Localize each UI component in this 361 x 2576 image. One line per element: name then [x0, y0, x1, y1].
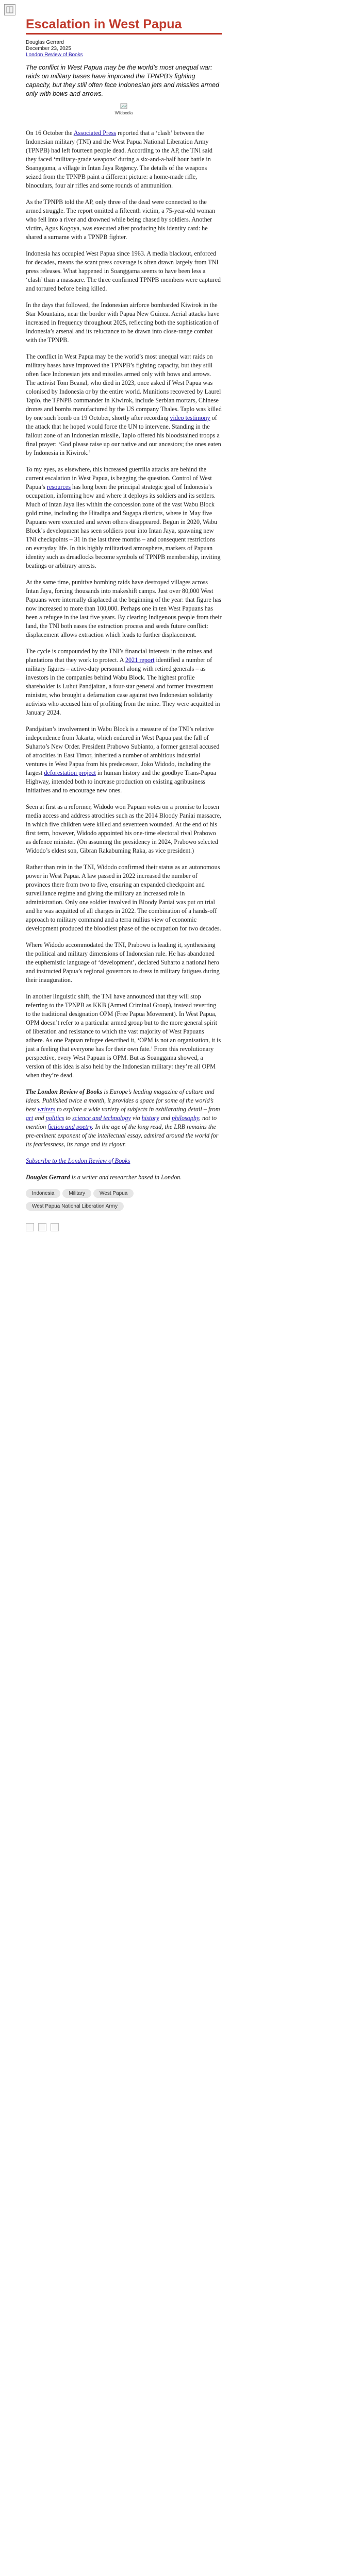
image-caption: Wikipedia	[114, 111, 133, 115]
lrb-about-text: is Europe’s leading magazine of culture and ideas. Published twice a month, it provides a space for some of the world’s best	[26, 1088, 215, 1113]
article-column	[26, 16, 222, 1231]
body-paragraph: Seen at first as a reformer, Widodo won Papuan votes on a promise to loosen media access and address atrocities such as the 2014 Bloody Paniai massacre, in which five children were killed and seventeen wounded. At the end of his first term, however, Widodo appointed his one-time electoral rival Prabowo as defence minister. (On assuming the presidency in 2024, Prabowo selected Widodo’s eldest son, Gibran Rakabuming Raka, as vice president.)	[26, 803, 222, 854]
body-paragraph: The cycle is compounded by the TNI’s financial interests in the mines and plantations that they work to protect. A 2021 report identified a number of military figures – active-duty personnel along with retired generals – as investors in the companies behind Wabu Block. The highest profile shareholder is Luhut Pandjaitan, a four-star general and former investment minister, who brought a defamation case against two Indonesian solidarity activists who accused him of profiting from the mine. They were acquitted in January 2024.	[26, 648, 220, 716]
source-link[interactable]: London Review of Books	[26, 52, 83, 58]
lrb-about-text: , not to mention	[26, 1114, 217, 1130]
body-paragraph: The conflict in West Papua may be the world’s most unequal war: raids on military bases have improved the TPNPB’s fighting capacity, but they still often face Indonesian jets and missiles armed only with bows and arrows. The activist Tom Beanal, who died in 2023, once asked if West Papua was colonised by Indonesia or by the entire world. Munitions recovered by Laurel Taplo, the TPNPB commander in Kiwirok, include Serbian mortars, Chinese drones and bombs manufactured by the US company Thales. Taplo was killed by one such bomb on 19 October, shortly after recording video testimony of the attack that he hoped would force the UN to intervene. Standing in the fallout zone of an Indonesian missile, Taplo offered his bloodstained troops a final prayer: ‘God please raise up our native and our ancestors; the ones eaten by Indonesia in Kiwirok.’	[26, 353, 222, 456]
subscribe-line	[26, 1157, 222, 1165]
lrb-about-text: via	[130, 1114, 142, 1122]
share-email-icon[interactable]	[51, 1223, 59, 1231]
writers-link[interactable]: writers	[37, 1106, 56, 1113]
inline-link[interactable]: resources	[46, 483, 71, 490]
tag-chip[interactable]: Indonesia	[26, 1189, 60, 1198]
history-link[interactable]: history	[141, 1114, 159, 1122]
byline	[26, 40, 222, 58]
art-link[interactable]: art	[26, 1114, 34, 1122]
lrb-name: The London Review of Books	[26, 1088, 103, 1095]
science-link[interactable]: science and technology	[72, 1114, 131, 1122]
bio-author-name: Douglas Gerrard	[26, 1174, 70, 1181]
inline-link[interactable]: 2021 report	[125, 656, 155, 664]
title-divider	[26, 33, 222, 35]
bio-text: is a writer and researcher based in London.	[70, 1174, 182, 1181]
body-paragraph: In the days that followed, the Indonesian airforce bombarded Kiwirok in the Star Mountains, near the border with Papua New Guinea. Aerial attacks have increased in frequency throughout 2025, reflecting both the sophistication of Indonesia’s arsenal and its reluctance to be drawn into close-range combat with the TPNPB.	[26, 301, 220, 344]
share-buttons	[26, 1223, 222, 1231]
body-paragraph: In another linguistic shift, the TNI have announced that they will stop referring to the TPNPB as KKB (Armed Criminal Group), instead reverting to the traditional designation OPM (Free Papua Movement). In West Papua, OPM doesn’t refer to a particular armed group but to the more general spirit of liberation and resistance to which the vast majority of West Papuans adhere. As one Papuan refugee described it, ‘OPM is not an organisation, it is just a feeling that everyone has for their own fate.’ From this revolutionary perspective, every West Papuan is OPM. But as Soanggama showed, a version of this idea is also held by the Indonesian military: they’re all OPM when they’re dead.	[26, 993, 221, 1079]
body-paragraph: Pandjaitan’s involvement in Wabu Block is a measure of the TNI’s relative independence from Jakarta, which endured in West Papua past the fall of Suharto’s New Order. President Prabowo Subianto, a former general accused of atrocities in East Timor, inherited a number of ambitious industrial ventures in West Papua from his predecessor, Joko Widodo, including the largest deforestation project in human history and the goodbye Trans-Papua Highway, intended both to increase production on existing agribusiness initiatives and to encourage new ones.	[26, 725, 220, 794]
share-twitter-icon[interactable]	[38, 1223, 46, 1231]
philosophy-link[interactable]: philosophy	[172, 1114, 199, 1122]
body-paragraph: On 16 October the Associated Press reported that a ‘clash’ between the Indonesian military (TNI) and the West Papua National Liberation Army (TPNPB) had left fourteen people dead. According to the AP, the TNI said they faced ‘military-grade weapons’ during a six-and-a-half hour battle in Soanggama, a village in Intan Jaya Regency. The details of the weapons seized from the TPNPB paint a different picture: a home-made rifle, binoculars, four air rifles and some rounds of ammunition.	[26, 129, 212, 189]
subscribe-link[interactable]: Subscribe to the London Review of Books	[26, 1157, 130, 1164]
body-paragraph: Where Widodo accommodated the TNI, Prabowo is leading it, synthesising the political and military dimensions of Indonesian rule. He has abandoned the euphemistic language of ‘development’, declared Suharto a national hero and instructed Papua’s regional governors to dress in military fatigues during their inauguration.	[26, 941, 220, 984]
book-icon	[5, 5, 15, 15]
tag-chip[interactable]: West Papua National Liberation Army	[26, 1202, 124, 1211]
broken-image-icon	[120, 103, 127, 109]
lrb-about-text: . In the age of the long read, the LRB remains the pre-eminent exponent of the intellectual essay, admired around the world for its fearlessness, its range and its rigour.	[26, 1123, 219, 1148]
inline-link[interactable]: Associated Press	[73, 129, 117, 137]
author-name: Douglas Gerrard	[26, 40, 64, 45]
fiction-poetry-link[interactable]: fiction and poetry	[47, 1123, 92, 1130]
share-facebook-icon[interactable]	[26, 1223, 34, 1231]
body-paragraph: At the same time, punitive bombing raids have destroyed villages across Intan Jaya, forcing thousands into makeshift camps. Just over 80,000 West Papuans were internally displaced at the beginning of the year: that figure has now increased to more than 100,000. Perhaps one in ten West Papuans has been a refugee in the last five years. By clearing Indigenous people from their land, the TNI both eases the extraction process and seeds future conflict: displacement allows extraction which leads to further displacement.	[26, 579, 222, 638]
lrb-about-text: and	[159, 1114, 172, 1122]
tag-chip[interactable]: Military	[62, 1189, 91, 1198]
lrb-about-text: and	[33, 1114, 46, 1122]
author-bio	[26, 1173, 222, 1182]
inline-link[interactable]: deforestation project	[44, 769, 96, 776]
lrb-about-text: to	[64, 1114, 73, 1122]
body-paragraph: To my eyes, as elsewhere, this increased guerrilla attacks are behind the current escalation in West Papua, is begging the question. Control of West Papua’s resources has long been the principal strategic goal of Indonesia’s occupation, informing how and where it deploys its soldiers and its settlers. Much of Intan Jaya lies within the concession zone of the vast Wabu Block gold mine, including the Hitadipa and Sugapa districts, where in May five Papuans were executed and seven others disappeared. Begun in 2020, Wabu Block’s development has seen soldiers pour into Intan Jaya, spawning new TNI checkpoints – 31 in the last three months – and consequent restrictions on everyday life. In this highly militarised atmosphere, markers of Papuan identity such as dreadlocks become symbols of TPNPB membership, inviting beatings or arbitrary arrests.	[26, 466, 221, 569]
publisher-logo[interactable]	[4, 4, 15, 15]
body-paragraph: Indonesia has occupied West Papua since 1963. A media blackout, enforced for decades, means the scant press coverage is often drawn largely from TNI press releases. What happened in Soanggama seems to have been less a ‘clash’ than a massacre. The three confirmed TPNPB members were captured and tortured before being killed.	[26, 250, 221, 292]
standfirst: The conflict in West Papua may be the world’s most unequal war: raids on military bases have improved the TPNPB’s fighting capacity, but they still often face Indonesian jets and missiles armed only with bows and arrows.	[26, 64, 219, 97]
article-body	[26, 129, 222, 1080]
tag-list	[26, 1188, 222, 1214]
body-paragraph: As the TPNPB told the AP, only three of the dead were connected to the armed struggle. The report omitted a fifteenth victim, a 75-year-old woman who fell into a river and drowned while being chased by soldiers. Another victim, Agus Kogoya, was executed after producing his identity card: he shared a surname with a TPNPB fighter.	[26, 198, 216, 241]
inline-link[interactable]: video testimony	[170, 414, 210, 421]
publish-date: December 23, 2025	[26, 46, 71, 52]
tag-chip[interactable]: West Papua	[93, 1189, 134, 1198]
lrb-about	[26, 1088, 222, 1149]
hero-image	[26, 103, 222, 111]
lrb-about-text: to explore a wide variety of subjects in exhilarating detail – from	[55, 1106, 220, 1113]
body-paragraph: Rather than rein in the TNI, Widodo confirmed their status as an autonomous power in West Papua. A law passed in 2022 increased the number of provinces there from two to five, ensuring an expanded checkpoint and surveillance regime and giving the military an increased role in administration. Only one soldier involved in Bloody Paniai was put on trial and he was acquitted of all charges in 2022. The combination of a hands-off approach to military command and a terra nullius view of economic development produced the bloodiest phase of the occupation for two decades.	[26, 863, 221, 932]
politics-link[interactable]: politics	[45, 1114, 64, 1122]
article-title: Escalation in West Papua	[26, 17, 182, 31]
